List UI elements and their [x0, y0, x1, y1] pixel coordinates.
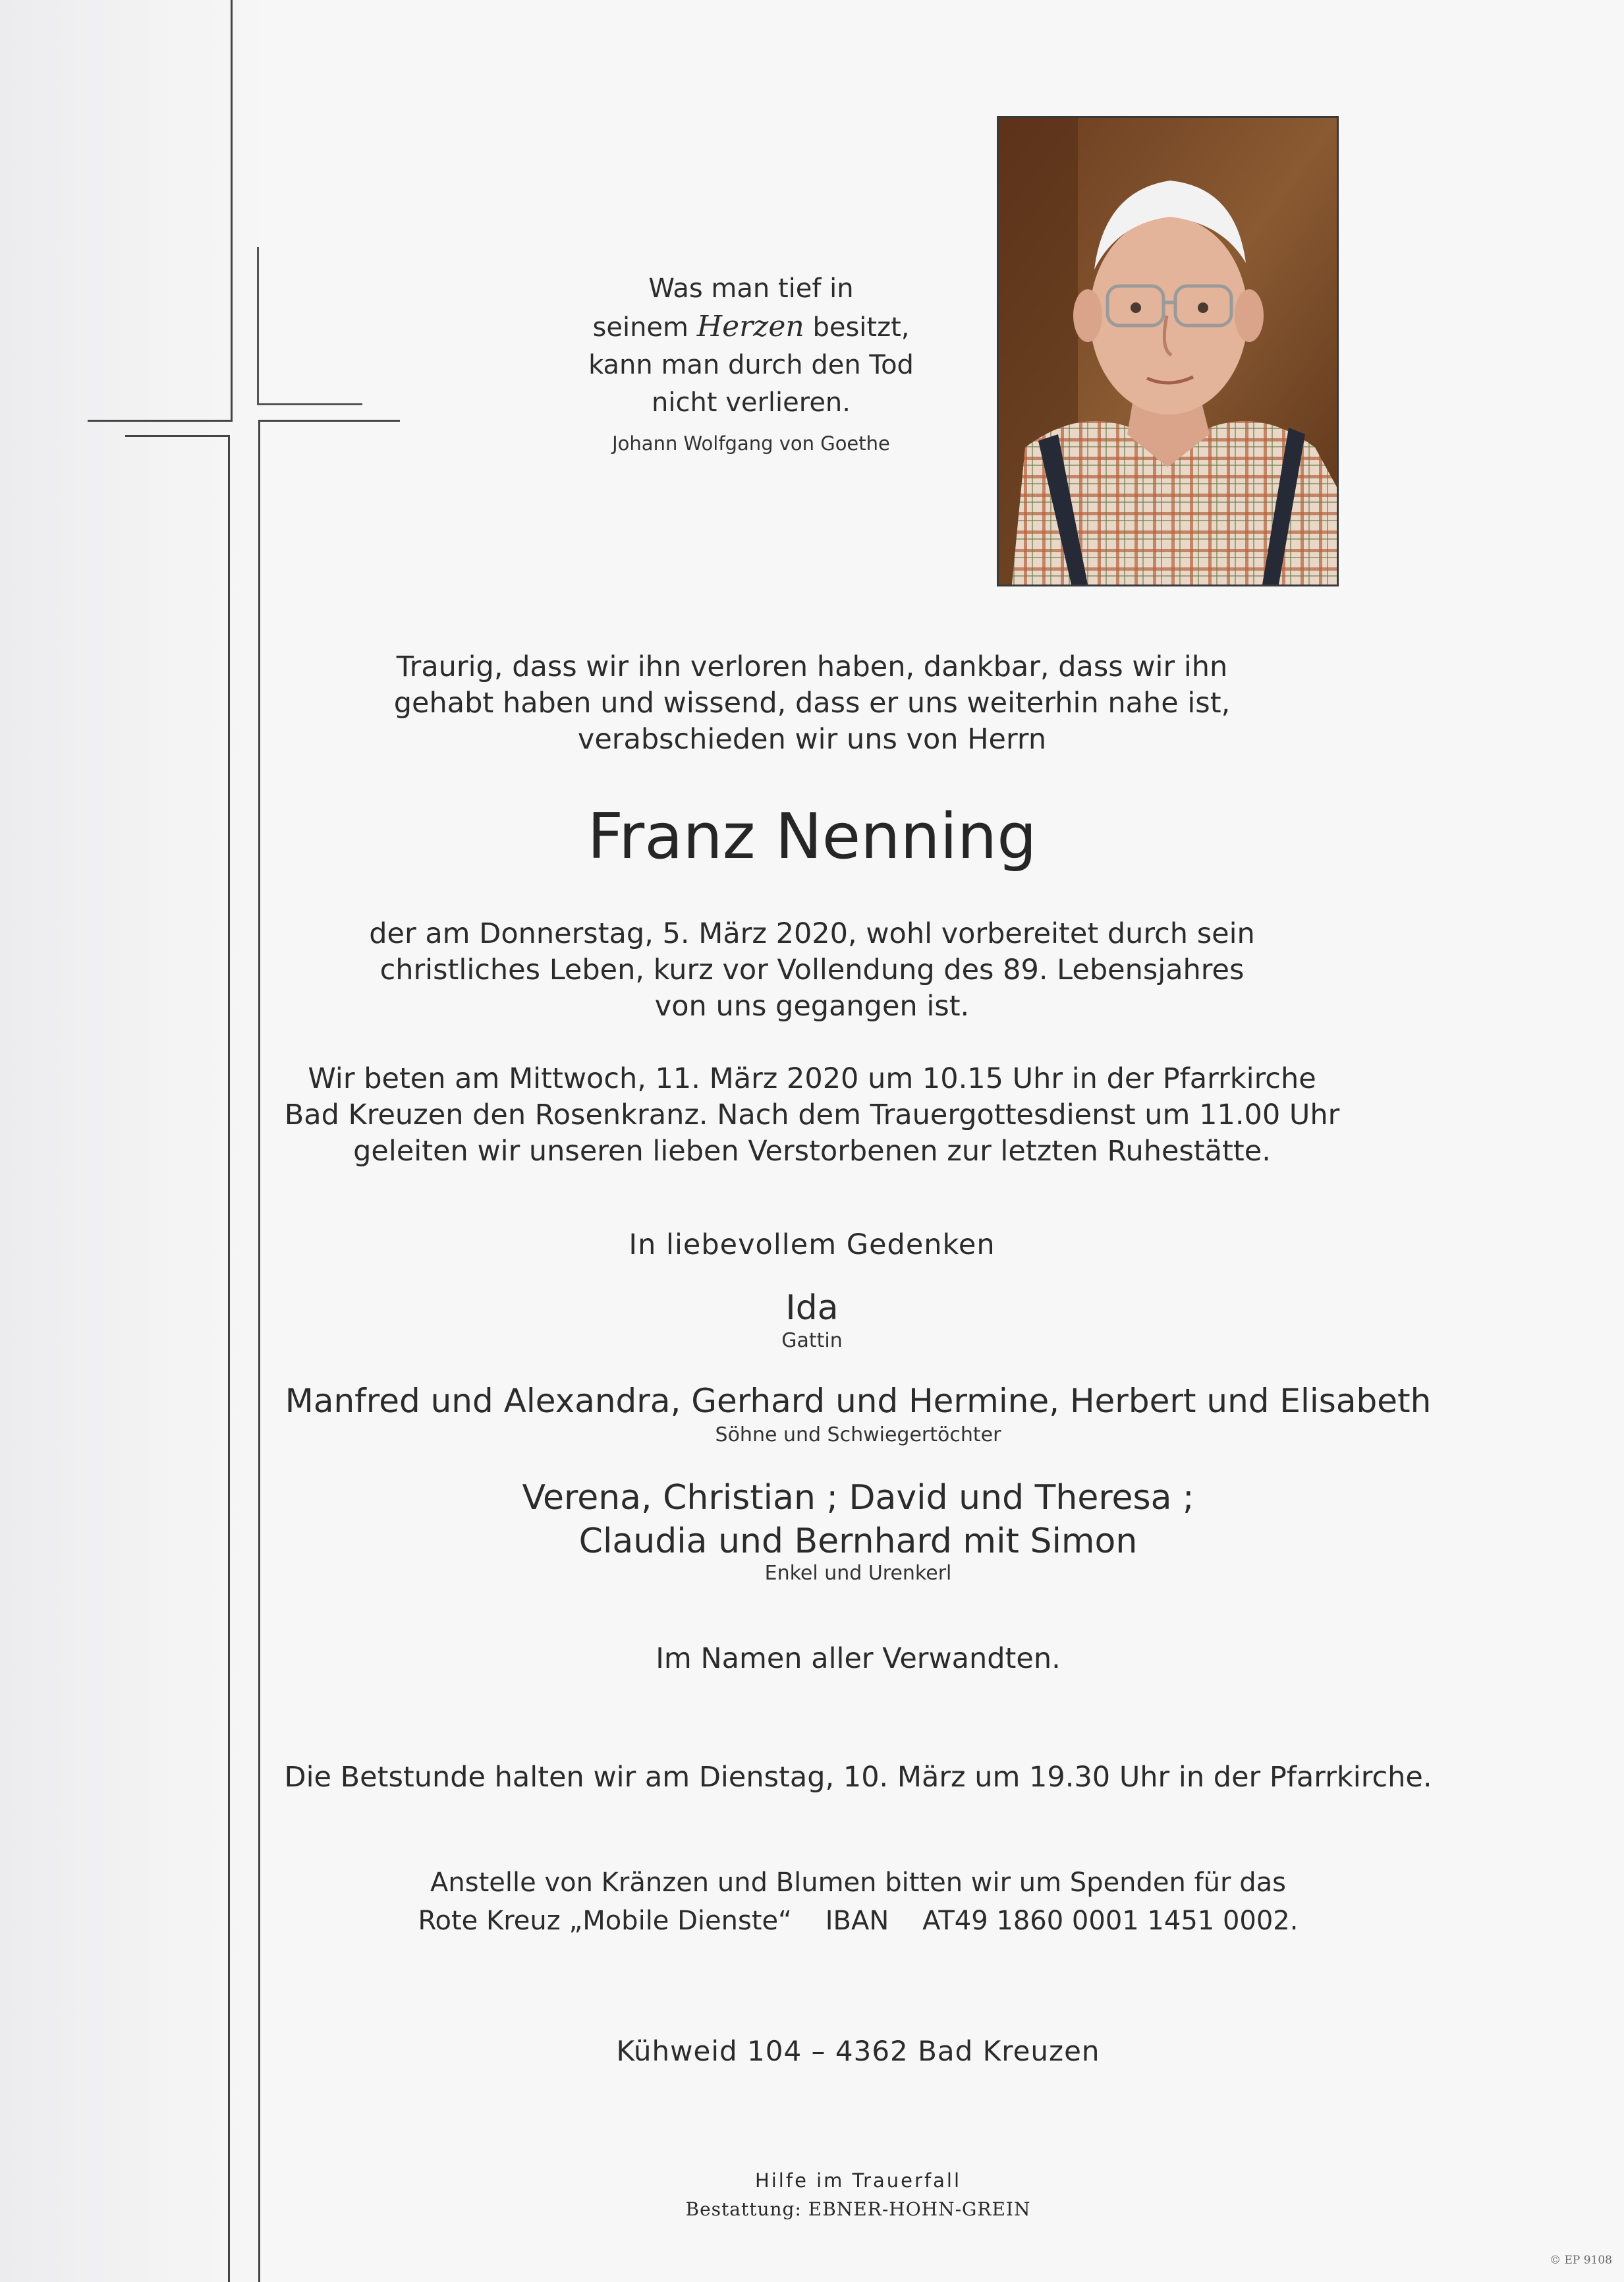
portrait-photo	[997, 116, 1339, 586]
quote-herzen-word: Herzen	[696, 310, 804, 343]
mourner-sons-names: Manfred und Alexandra, Gerhard und Hermine, Herbert und Elisabeth	[285, 1382, 1432, 1420]
quote-line-4: nicht verlieren.	[651, 387, 851, 418]
mourner-grandchildren-names	[46, 1476, 1624, 1563]
memory-heading: In liebevollem Gedenken	[629, 1228, 995, 1261]
death-line-2: christliches Leben, kurz vor Vollendung des 89. Lebensjahres	[379, 954, 1245, 986]
death-line-3: von uns gegangen ist.	[654, 990, 970, 1023]
relatives-line: Im Namen aller Verwandten.	[656, 1642, 1061, 1675]
betstunde-notice: Die Betstunde halten wir am Dienstag, 10. März um 19.30 Uhr in der Pfarrkirche.	[284, 1761, 1432, 1794]
intro-line-1: Traurig, dass wir ihn verloren haben, dankbar, dass wir ihn	[396, 650, 1228, 683]
donation-line-1: Anstelle von Kränzen und Blumen bitten wir um Spenden für das	[430, 1868, 1286, 1898]
death-line-1: der am Donnerstag, 5. März 2020, wohl vorbereitet durch sein	[369, 917, 1255, 950]
prayer-line-2: Bad Kreuzen den Rosenkranz. Nach dem Trauergottesdienst um 11.00 Uhr	[284, 1098, 1340, 1131]
quote-line-2-end: besitzt,	[804, 312, 910, 343]
quote-line-3: kann man durch den Tod	[588, 350, 914, 380]
deceased-name: Franz Nenning	[587, 801, 1037, 873]
quote-author: Johann Wolfgang von Goethe	[612, 432, 890, 455]
goethe-quote	[540, 270, 962, 422]
donation-notice	[46, 1864, 1624, 1940]
donation-line-2: Rote Kreuz „Mobile Dienste“ IBAN AT49 1860 0001 1451 0002.	[418, 1906, 1299, 1936]
funeral-home: Bestattung: EBNER-HOHN-GREIN	[685, 2198, 1031, 2220]
print-code: © EP 9108	[1550, 2254, 1612, 2267]
death-notice	[0, 916, 1624, 1025]
intro-text	[0, 649, 1624, 758]
mourner-wife-role: Gattin	[781, 1329, 843, 1352]
mourner-wife-name: Ida	[785, 1288, 839, 1328]
help-label: Hilfe im Trauerfall	[754, 2169, 962, 2192]
quote-line-2	[540, 308, 962, 347]
prayer-line-1: Wir beten am Mittwoch, 11. März 2020 um 10.15 Uhr in der Pfarrkirche	[308, 1062, 1316, 1095]
prayer-line-3: geleiten wir unseren lieben Verstorbenen zur letzten Ruhestätte.	[353, 1135, 1271, 1168]
prayer-notice	[0, 1061, 1624, 1170]
grandchildren-line-1: Verena, Christian ; David und Theresa ;	[522, 1478, 1194, 1518]
quote-line-2-start: seinem	[592, 312, 697, 343]
intro-line-2: gehabt haben und wissend, dass er uns weiterhin nahe ist,	[393, 687, 1231, 720]
intro-line-3: verabschieden wir uns von Herrn	[577, 723, 1047, 756]
quote-line-1: Was man tief in	[648, 273, 854, 304]
address: Kühweid 104 – 4362 Bad Kreuzen	[616, 2035, 1100, 2067]
mourner-grandchildren-role: Enkel und Urenkerl	[764, 1562, 952, 1585]
mourner-sons-role: Söhne und Schwiegertöchter	[715, 1423, 1001, 1446]
grandchildren-line-2: Claudia und Bernhard mit Simon	[578, 1522, 1138, 1561]
